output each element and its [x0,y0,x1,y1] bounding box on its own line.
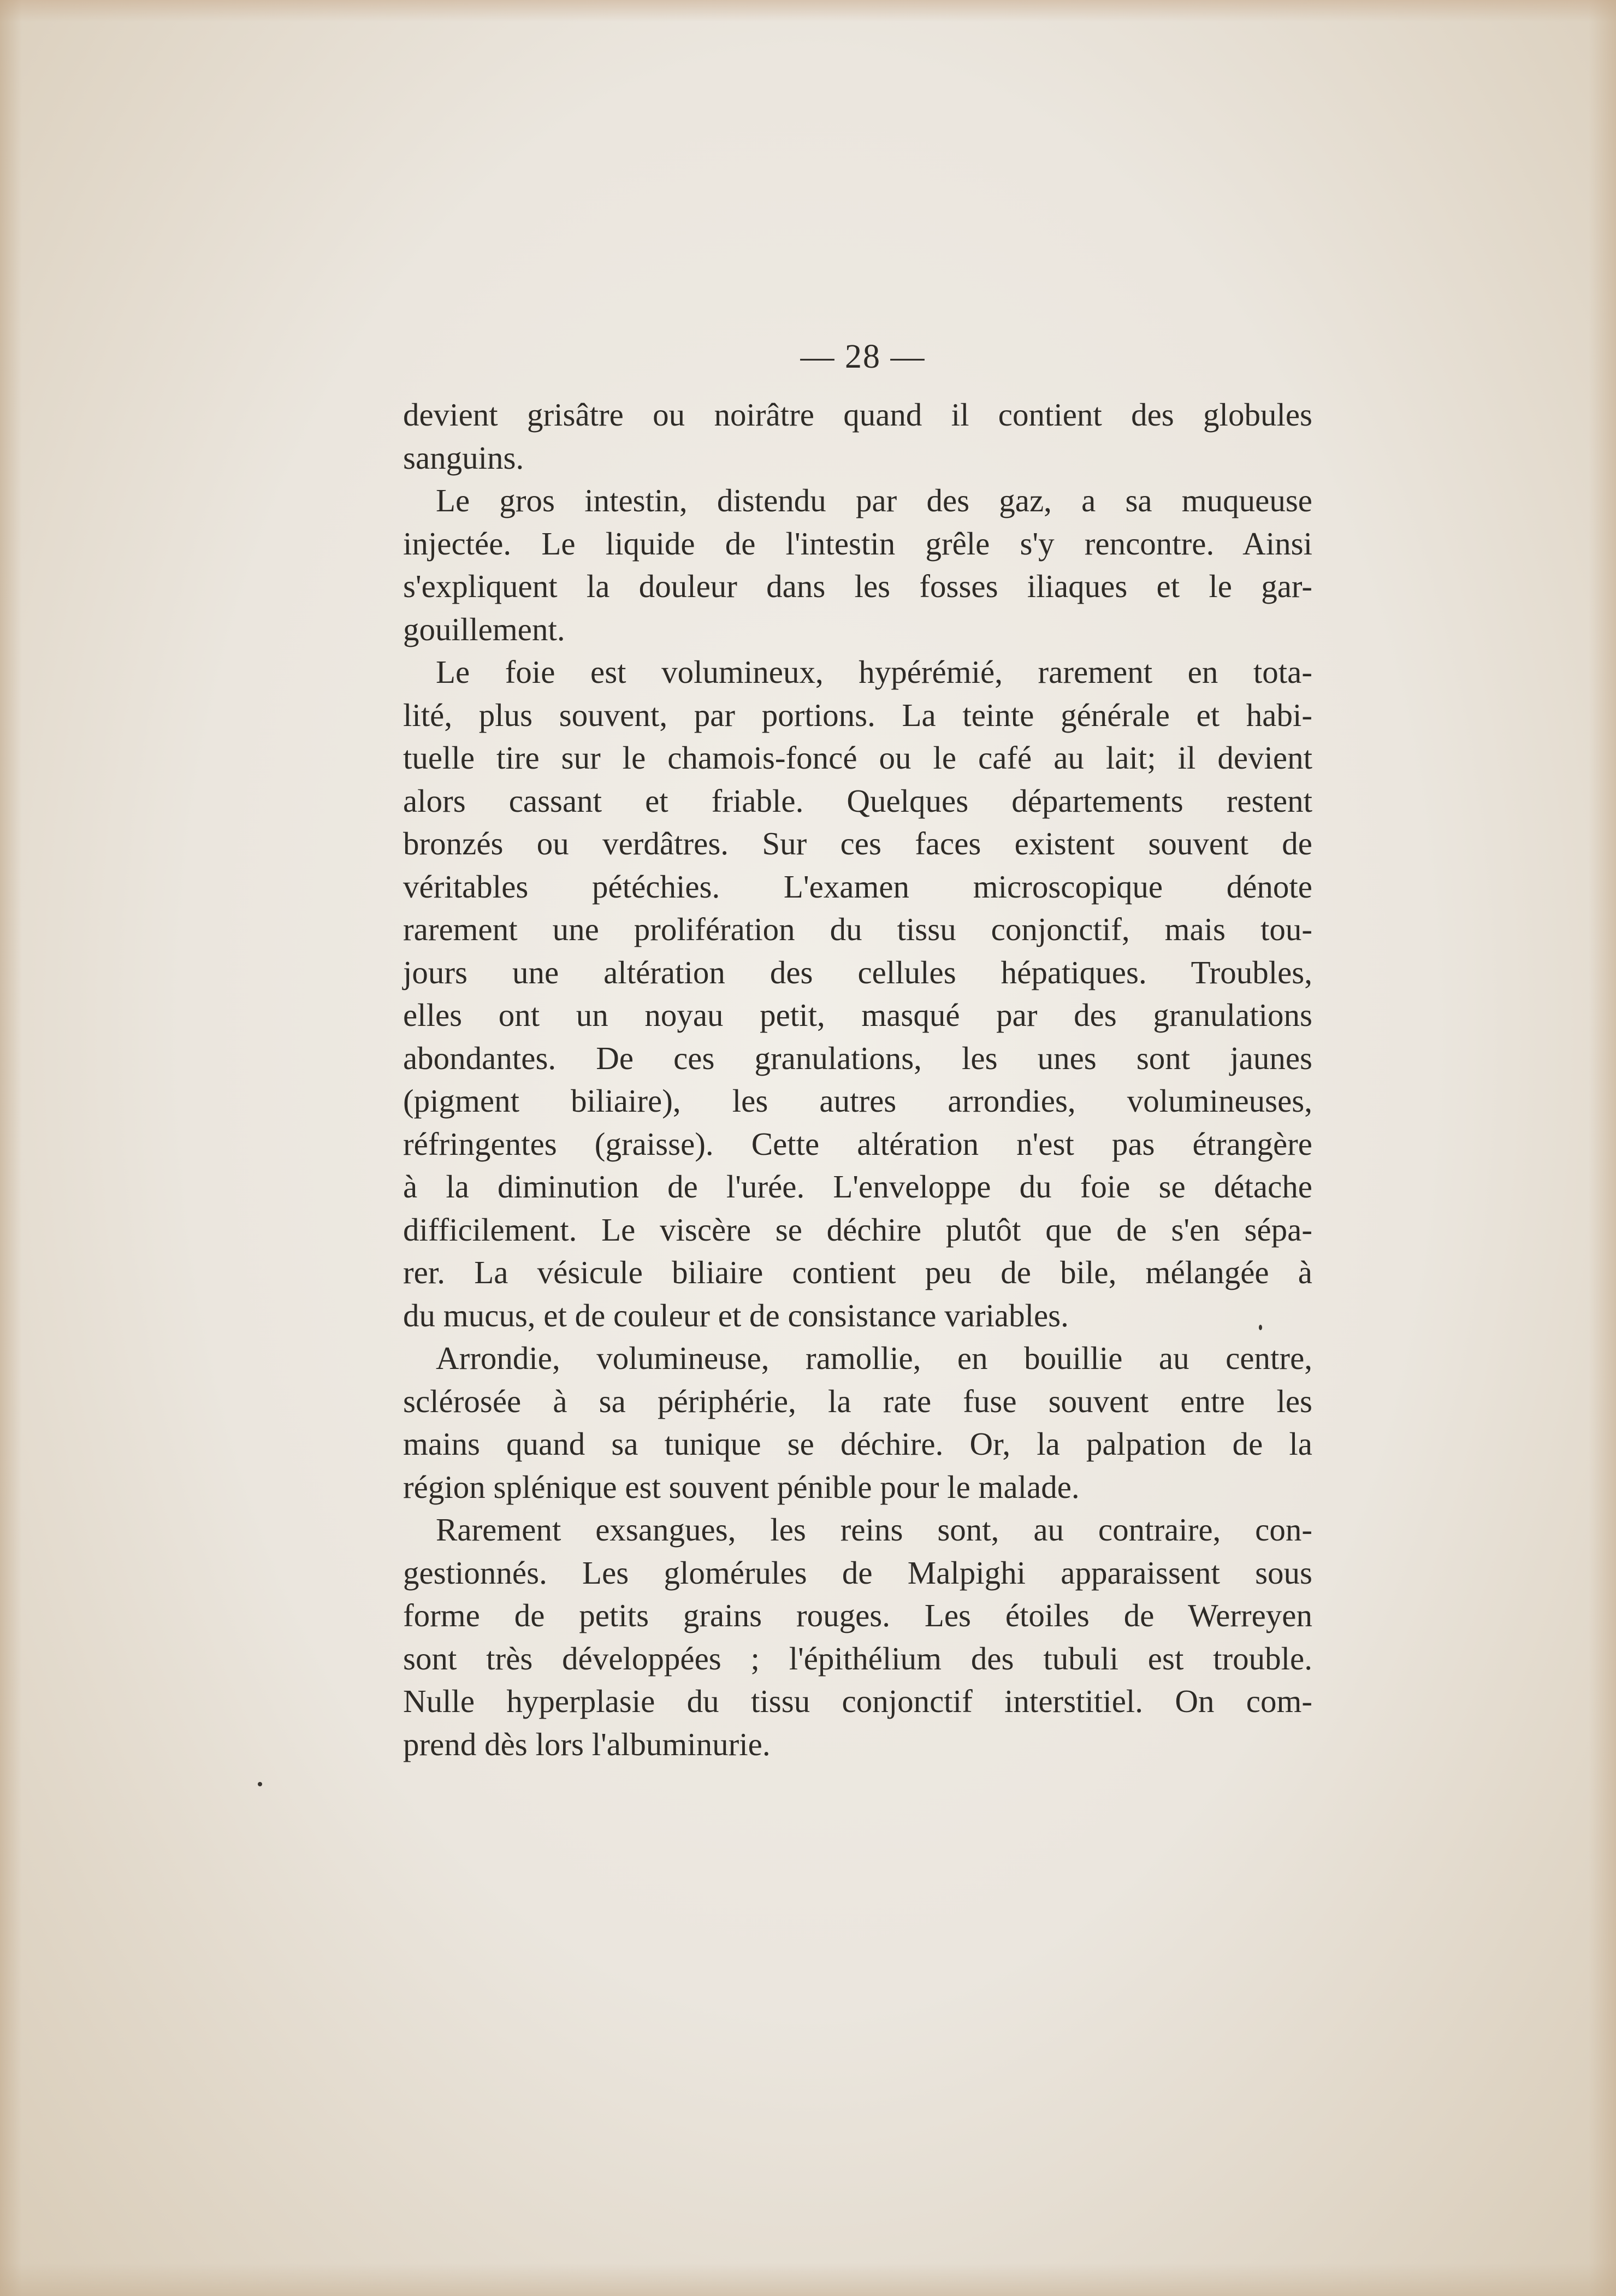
text-line: à la diminution de l'urée. L'enveloppe du foie se détache [403,1168,1312,1205]
page-edge-left [0,0,22,2296]
text-line: difficilement. Le viscère se déchire plutôt que de s'en sépa- [403,1211,1312,1248]
text-line: gouillement. [403,611,565,647]
text-line: véritables pétéchies. L'examen microscopique dénote [403,868,1312,905]
text-line: gestionnés. Les glomérules de Malpighi apparaissent sous [403,1554,1312,1591]
text-line: réfringentes (graisse). Cette altération n'est pas étrangère [403,1125,1312,1162]
body-text [403,393,1312,1766]
text-line: alors cassant et friable. Quelques départements restent [403,782,1312,819]
text-line: rer. La vésicule biliaire contient peu de bile, mélangée à [403,1254,1312,1290]
text-line: s'expliquent la douleur dans les fosses iliaques et le gar- [403,568,1312,604]
ink-speck [1259,1325,1262,1330]
text-line: du mucus, et de couleur et de consistance variables. [403,1297,1069,1333]
text-line: Nulle hyperplasie du tissu conjonctif interstitiel. On com- [403,1683,1312,1719]
text-line: mains quand sa tunique se déchire. Or, la palpation de la [403,1426,1312,1462]
text-line: bronzés ou verdâtres. Sur ces faces existent souvent de [403,825,1312,861]
text-line: forme de petits grains rouges. Les étoiles de Werreyen [403,1597,1312,1633]
page-edge-bottom [0,2263,1616,2296]
text-line: lité, plus souvent, par portions. La teinte générale et habi- [403,697,1312,733]
text-line: Le gros intestin, distendu par des gaz, a sa muqueuse [436,482,1312,518]
text-line: région splénique est souvent pénible pour le malade. [403,1468,1080,1505]
text-line: injectée. Le liquide de l'intestin grêle s'y rencontre. Ainsi [403,525,1312,562]
text-line: prend dès lors l'albuminurie. [403,1726,771,1762]
page-number: — 28 — [800,338,926,375]
text-line: Rarement exsangues, les reins sont, au contraire, con- [436,1512,1312,1548]
text-line: Arrondie, volumineuse, ramollie, en bouillie au centre, [436,1340,1312,1376]
page-edge-right [1589,0,1616,2296]
text-line: sanguins. [403,439,524,476]
text-line: sont très développées ; l'épithélium des tubuli est trouble. [403,1640,1312,1677]
text-line: elles ont un noyau petit, masqué par des granulations [403,997,1312,1033]
text-line: abondantes. De ces granulations, les unes sont jaunes [403,1040,1312,1076]
ink-speck [258,1782,262,1786]
text-line: devient grisâtre ou noirâtre quand il contient des globules [403,397,1312,433]
page-edge-top [0,0,1616,22]
text-line: Le foie est volumineux, hypérémié, rarement en tota- [436,654,1312,690]
text-line: jours une altération des cellules hépatiques. Troubles, [403,954,1312,990]
text-line: rarement une prolifération du tissu conjonctif, mais tou- [403,911,1312,947]
text-line: tuelle tire sur le chamois-foncé ou le café au lait; il devient [403,740,1312,776]
text-line: (pigment biliaire), les autres arrondies, volumineuses, [403,1083,1312,1119]
text-line: sclérosée à sa périphérie, la rate fuse souvent entre les [403,1383,1312,1419]
